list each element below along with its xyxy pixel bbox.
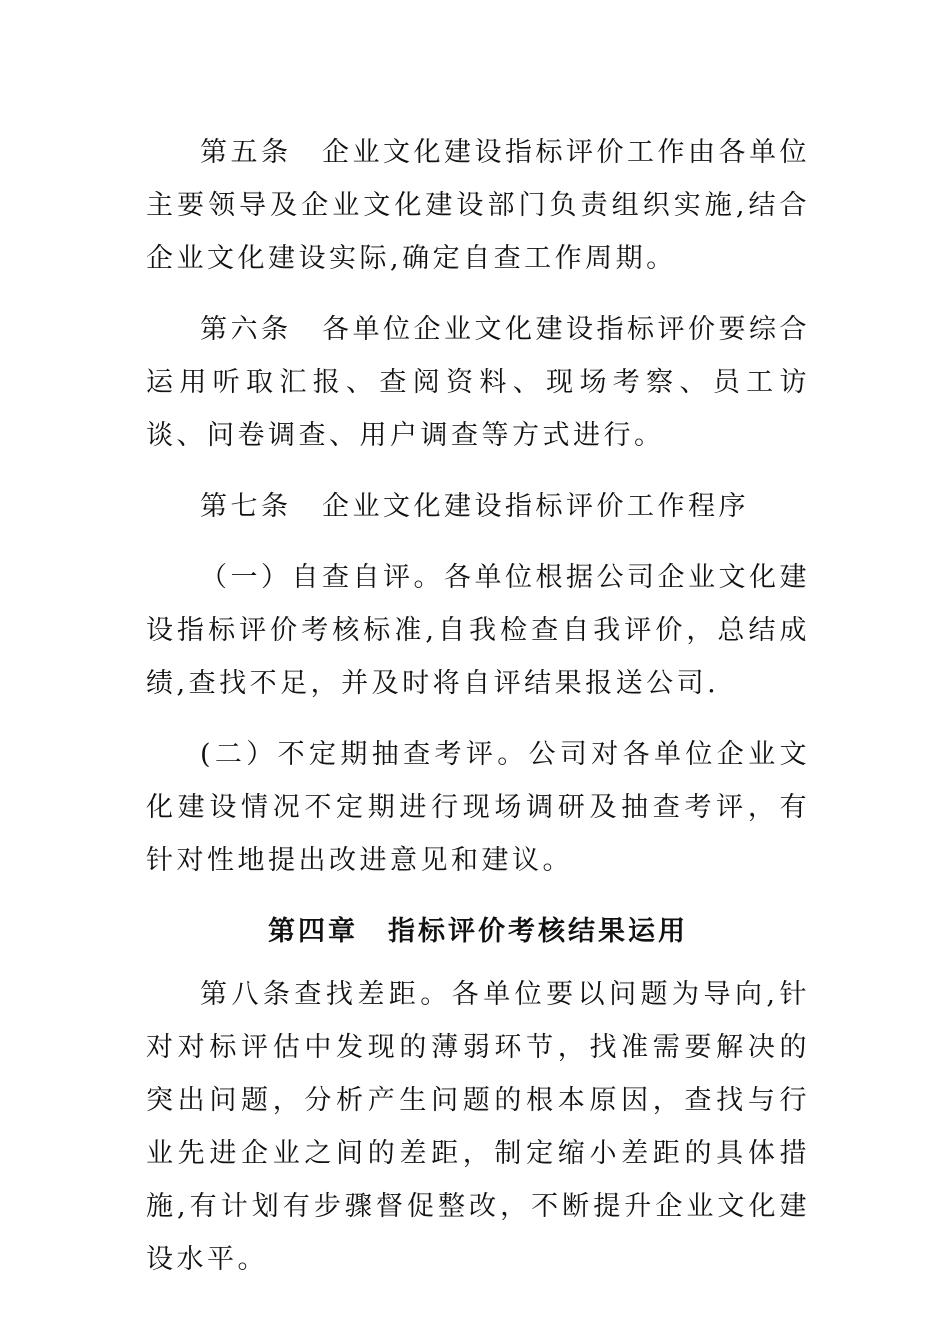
chapter-heading: 第四章 指标评价考核结果运用 [268, 916, 688, 947]
spot-check-paragraph: (二）不定期抽查考评。公司对各单位企业文化建设情况不定期进行现场调研及抽查考评，有针对性地提出改进意见和建议。 [146, 739, 810, 876]
article-5-paragraph: 第五条 企业文化建设指标评价工作由各单位主要领导及企业文化建设部门负责组织实施,结合企业文化建设实际,确定自查工作周期。 [146, 137, 810, 274]
self-assessment-paragraph: （一）自查自评。各单位根据公司企业文化建设指标评价考核标准,自我检查自我评价，总结成绩,查找不足，并及时将自评结果报送公司. [146, 562, 810, 699]
article-6-paragraph: 第六条 各单位企业文化建设指标评价要综合运用听取汇报、查阅资料、现场考察、员工访谈、问卷调查、用户调查等方式进行。 [146, 314, 810, 451]
article-8-paragraph: 第八条查找差距。各单位要以问题为导向,针对对标评估中发现的薄弱环节，找准需要解决的突出问题，分析产生问题的根本原因，查找与行业先进企业之间的差距，制定缩小差距的具体措施,有计划有步骤督促整改，不断提升企业文化建设水平。 [146, 979, 810, 1275]
document-body [146, 126, 810, 1304]
article-7-paragraph: 第七条 企业文化建设指标评价工作程序 [200, 491, 749, 522]
